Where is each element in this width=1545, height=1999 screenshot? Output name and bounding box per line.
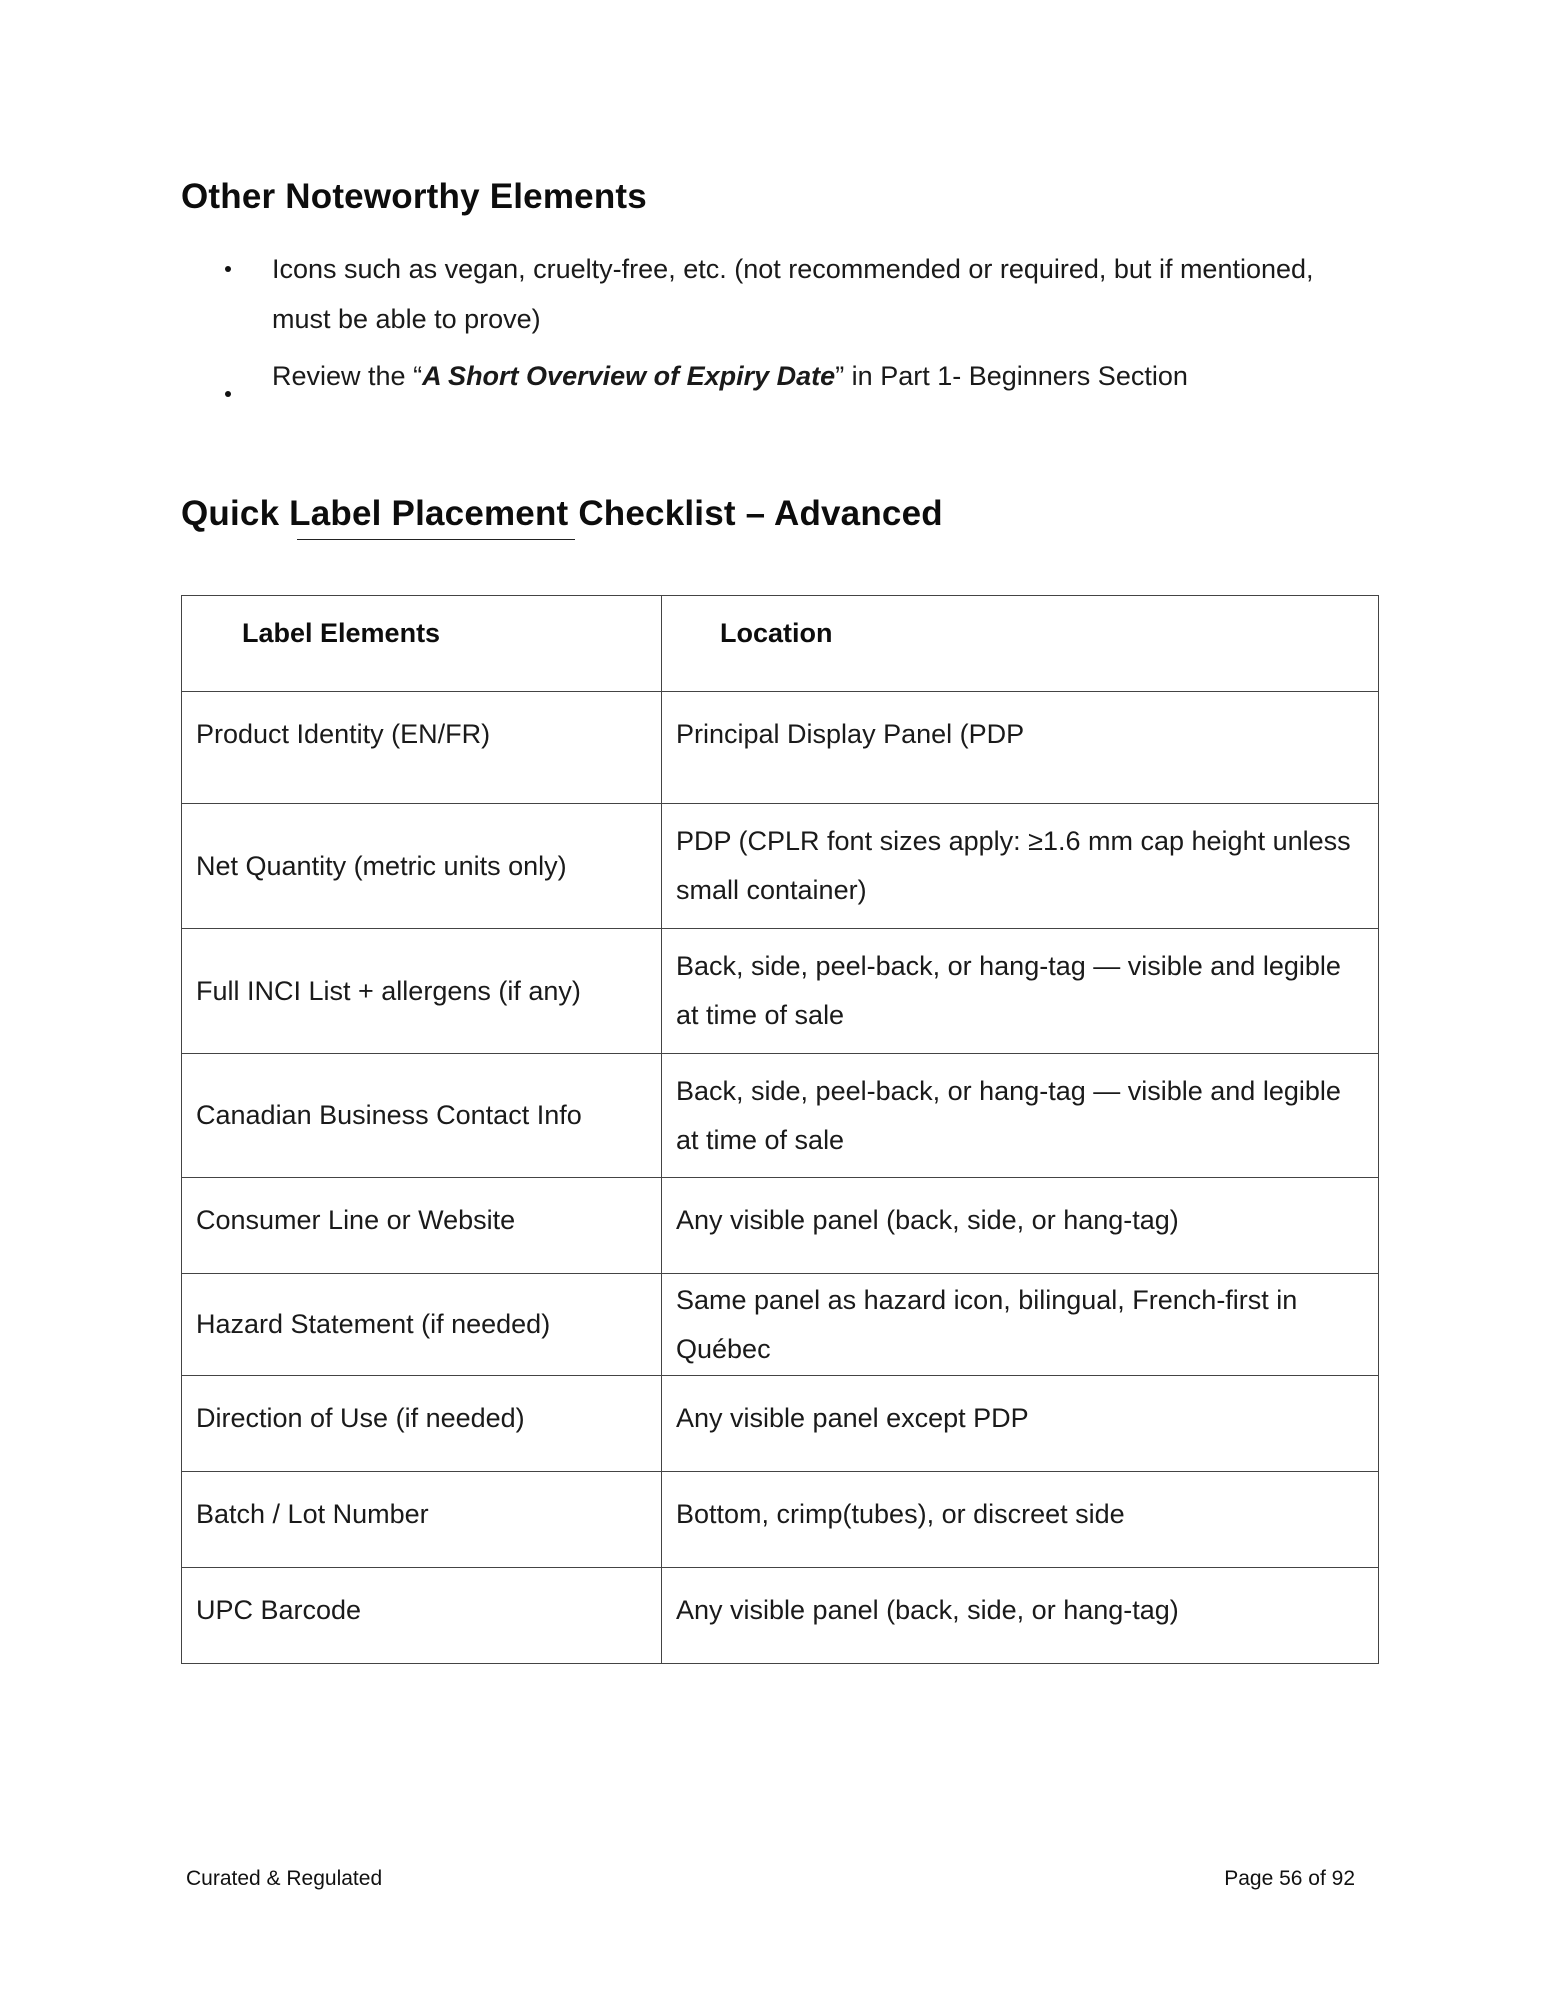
- table-cell-location: Principal Display Panel (PDP: [662, 692, 1379, 804]
- table-cell-location: Back, side, peel-back, or hang-tag — visible and legible at time of sale: [662, 929, 1379, 1054]
- table-row: [182, 1274, 1379, 1376]
- table-cell-element: Batch / Lot Number: [182, 1472, 662, 1568]
- table-cell-element: Consumer Line or Website: [182, 1178, 662, 1274]
- table-cell-element: Canadian Business Contact Info: [182, 1054, 662, 1178]
- table-row: [182, 1376, 1379, 1472]
- section-heading-checklist: Quick Label Placement Checklist – Advanced: [181, 494, 943, 533]
- table-row: [182, 1178, 1379, 1274]
- table-row: [182, 929, 1379, 1054]
- list-item: [181, 244, 1321, 344]
- bullet-list: [181, 244, 1321, 401]
- review-suffix: ” in Part 1- Beginners Section: [835, 361, 1188, 391]
- table-row: [182, 1054, 1379, 1178]
- table-cell-element: Hazard Statement (if needed): [182, 1274, 662, 1376]
- table-row: [182, 1472, 1379, 1568]
- table-cell-location: Any visible panel (back, side, or hang-tag): [662, 1568, 1379, 1664]
- heading-underline: [297, 539, 575, 540]
- column-header-location: Location: [662, 596, 1379, 692]
- bullet-icon: [225, 266, 231, 272]
- label-placement-table: [181, 595, 1379, 1664]
- table-row: [182, 804, 1379, 929]
- column-header-label-elements: Label Elements: [182, 596, 662, 692]
- table-cell-location: Back, side, peel-back, or hang-tag — visible and legible at time of sale: [662, 1054, 1379, 1178]
- table-cell-element: Product Identity (EN/FR): [182, 692, 662, 804]
- list-item: [181, 351, 1321, 401]
- table-row: [182, 692, 1379, 804]
- bullet-text: Icons such as vegan, cruelty-free, etc. (not recommended or required, but if mentioned, must be able to prove): [272, 254, 1314, 334]
- table-cell-location: Any visible panel except PDP: [662, 1376, 1379, 1472]
- review-prefix: Review the “: [272, 361, 423, 391]
- table-header-row: [182, 596, 1379, 692]
- table-row: [182, 1568, 1379, 1664]
- table-cell-element: Full INCI List + allergens (if any): [182, 929, 662, 1054]
- table-cell-element: Direction of Use (if needed): [182, 1376, 662, 1472]
- bullet-icon: [225, 391, 231, 397]
- table-cell-location: Same panel as hazard icon, bilingual, French-first in Québec: [662, 1274, 1379, 1376]
- table-cell-element: UPC Barcode: [182, 1568, 662, 1664]
- footer-document-title: Curated & Regulated: [186, 1867, 383, 1890]
- section-heading-other-elements: Other Noteworthy Elements: [181, 177, 647, 216]
- table-cell-location: PDP (CPLR font sizes apply: ≥1.6 mm cap height unless small container): [662, 804, 1379, 929]
- footer-page-number: Page 56 of 92: [1224, 1867, 1355, 1890]
- table-cell-location: Any visible panel (back, side, or hang-tag): [662, 1178, 1379, 1274]
- review-emphasis: A Short Overview of Expiry Date: [422, 361, 836, 391]
- table-cell-element: Net Quantity (metric units only): [182, 804, 662, 929]
- table-cell-location: Bottom, crimp(tubes), or discreet side: [662, 1472, 1379, 1568]
